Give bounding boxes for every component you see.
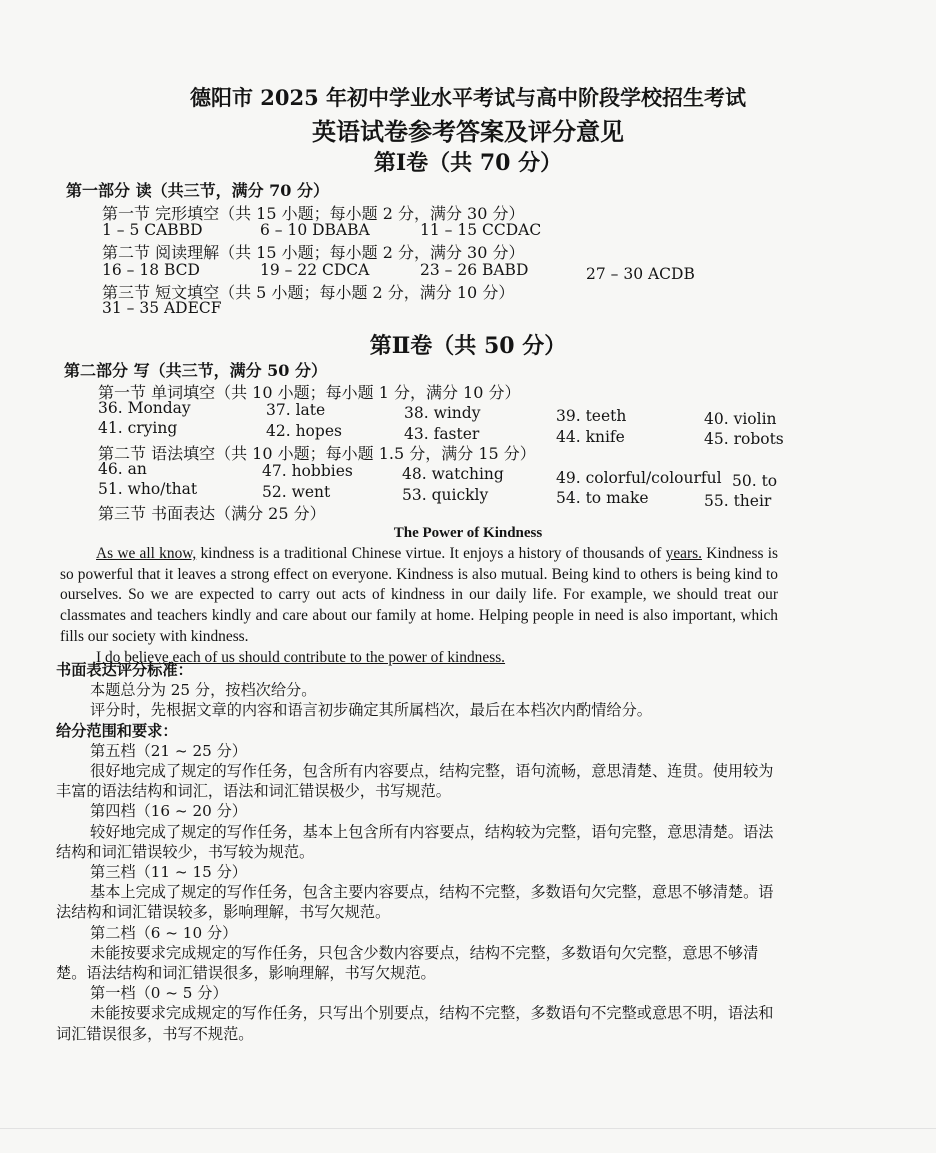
answer-44: 44. knife — [556, 428, 625, 446]
answer-16-18: 16 – 18 BCD — [102, 261, 200, 279]
answer-45: 45. robots — [704, 430, 784, 448]
answer-40: 40. violin — [704, 410, 777, 428]
answer-1-5: 1 – 5 CABBD — [102, 221, 203, 239]
level-4-name: 第四档（16 ~ 20 分） — [90, 802, 247, 821]
answer-31-35: 31 – 35 ADECF — [102, 299, 222, 317]
essay-underline-2: years. — [665, 545, 702, 562]
answer-48: 48. watching — [402, 465, 504, 483]
answer-50: 50. to — [732, 472, 778, 490]
volume-2-title: 第Ⅱ卷（共 50 分） — [369, 333, 567, 359]
rubric-heading: 书面表达评分标准： — [56, 661, 193, 679]
answer-55: 55. their — [704, 492, 772, 510]
page-divider — [0, 1128, 936, 1129]
model-essay — [60, 544, 778, 668]
answer-23-26: 23 – 26 BABD — [420, 261, 529, 279]
answer-43: 43. faster — [404, 425, 480, 443]
answer-36: 36. Monday — [98, 399, 191, 417]
rubric-line-2: 评分时，先根据文章的内容和语言初步确定其所属档次，最后在本档次内酌情给分。 — [90, 701, 652, 720]
essay-text-1b: Kindness is so powerful that it leaves a strong effect on everyone. Kindness is also mutual. Being kind to others is being kind to ourselves. So we are expected to carry out acts of kindness in our daily life. For example, we should treat our classmates and teachers kindly and care about our family at home. Helping people in need is also important, which fills our society with kindness. — [60, 545, 778, 645]
answer-6-10: 6 – 10 DBABA — [260, 221, 370, 239]
rubric-range-heading: 给分范围和要求： — [56, 721, 178, 740]
part1-sec3-heading: 第三节 短文填空（共 5 小题；每小题 2 分，满分 10 分） — [102, 283, 515, 302]
part1-heading: 第一部分 读（共三节，满分 70 分） — [66, 181, 329, 200]
essay-conclusion: I do believe each of us should contribute to the power of kindness. — [96, 648, 506, 666]
answer-38: 38. windy — [404, 404, 481, 422]
answer-54: 54. to make — [556, 489, 649, 507]
answer-27-30: 27 – 30 ACDB — [586, 265, 695, 283]
answer-47: 47. hobbies — [262, 462, 353, 480]
answer-key-title: 英语试卷参考答案及评分意见 — [312, 117, 624, 146]
answer-51: 51. who/that — [98, 480, 198, 498]
level-3-name: 第三档（11 ~ 15 分） — [90, 863, 247, 882]
level-5-name: 第五档（21 ~ 25 分） — [90, 741, 247, 760]
level-2-name: 第二档（6 ~ 10 分） — [90, 923, 238, 942]
part2-sec3-heading: 第三节 书面表达（满分 25 分） — [98, 504, 326, 523]
level-2-desc: 未能按要求完成规定的写作任务，只包含少数内容要点，结构不完整，多数语句欠完整，意思不够清楚。语法结构和词汇错误很多，影响理解，书写欠规范。 — [56, 943, 759, 983]
answer-19-22: 19 – 22 CDCA — [260, 261, 370, 279]
answer-42: 42. hopes — [266, 422, 342, 440]
answer-37: 37. late — [266, 401, 326, 419]
part2-sec2-heading: 第二节 语法填空（共 10 小题；每小题 1.5 分，满分 15 分） — [98, 444, 536, 463]
level-3-desc: 基本上完成了规定的写作任务，包含主要内容要点，结构不完整，多数语句欠完整，意思不够清楚。语法结构和词汇错误较多，影响理解，书写欠规范。 — [56, 883, 774, 922]
essay-paragraph-1 — [60, 544, 778, 648]
exam-title: 德阳市 2025 年初中学业水平考试与高中阶段学校招生考试 — [189, 85, 747, 110]
answer-46: 46. an — [98, 460, 147, 478]
essay-text-1a: kindness is a traditional Chinese virtue. It enjoys a history of thousands of — [196, 545, 666, 562]
rubric — [56, 660, 776, 1044]
volume-1-title: 第Ⅰ卷（共 70 分） — [373, 150, 563, 176]
rubric-line-1: 本题总分为 25 分，按档次给分。 — [90, 681, 317, 700]
level-1-name: 第一档（0 ~ 5 分） — [90, 984, 228, 1003]
part1-sec2-heading: 第二节 阅读理解（共 15 小题；每小题 2 分，满分 30 分） — [102, 243, 525, 262]
answer-39: 39. teeth — [556, 407, 627, 425]
answer-52: 52. went — [262, 483, 331, 501]
part1-sec1-heading: 第一节 完形填空（共 15 小题；每小题 2 分，满分 30 分） — [102, 204, 525, 223]
answer-49: 49. colorful/colourful — [556, 469, 722, 487]
essay-title: The Power of Kindness — [393, 525, 543, 541]
answer-53: 53. quickly — [402, 486, 489, 504]
part2-sec1-heading: 第一节 单词填空（共 10 小题；每小题 1 分，满分 10 分） — [98, 383, 521, 402]
answer-11-15: 11 – 15 CCDAC — [420, 221, 542, 239]
level-1-desc: 未能按要求完成规定的写作任务，只写出个别要点，结构不完整，多数语句不完整或意思不明，语法和词汇错误很多，书写不规范。 — [56, 1004, 774, 1043]
part2-heading: 第二部分 写（共三节，满分 50 分） — [64, 361, 327, 380]
answer-41: 41. crying — [98, 419, 178, 437]
level-5-desc: 很好地完成了规定的写作任务，包含所有内容要点，结构完整，语句流畅，意思清楚、连贯。使用较为丰富的语法结构和词汇，语法和词汇错误极少，书写规范。 — [56, 762, 774, 801]
level-4-desc: 较好地完成了规定的写作任务，基本上包含所有内容要点，结构较为完整，语句完整，意思清楚。语法结构和词汇错误较少，书写较为规范。 — [56, 822, 774, 861]
essay-underline-1: As we all know, — [96, 545, 197, 562]
